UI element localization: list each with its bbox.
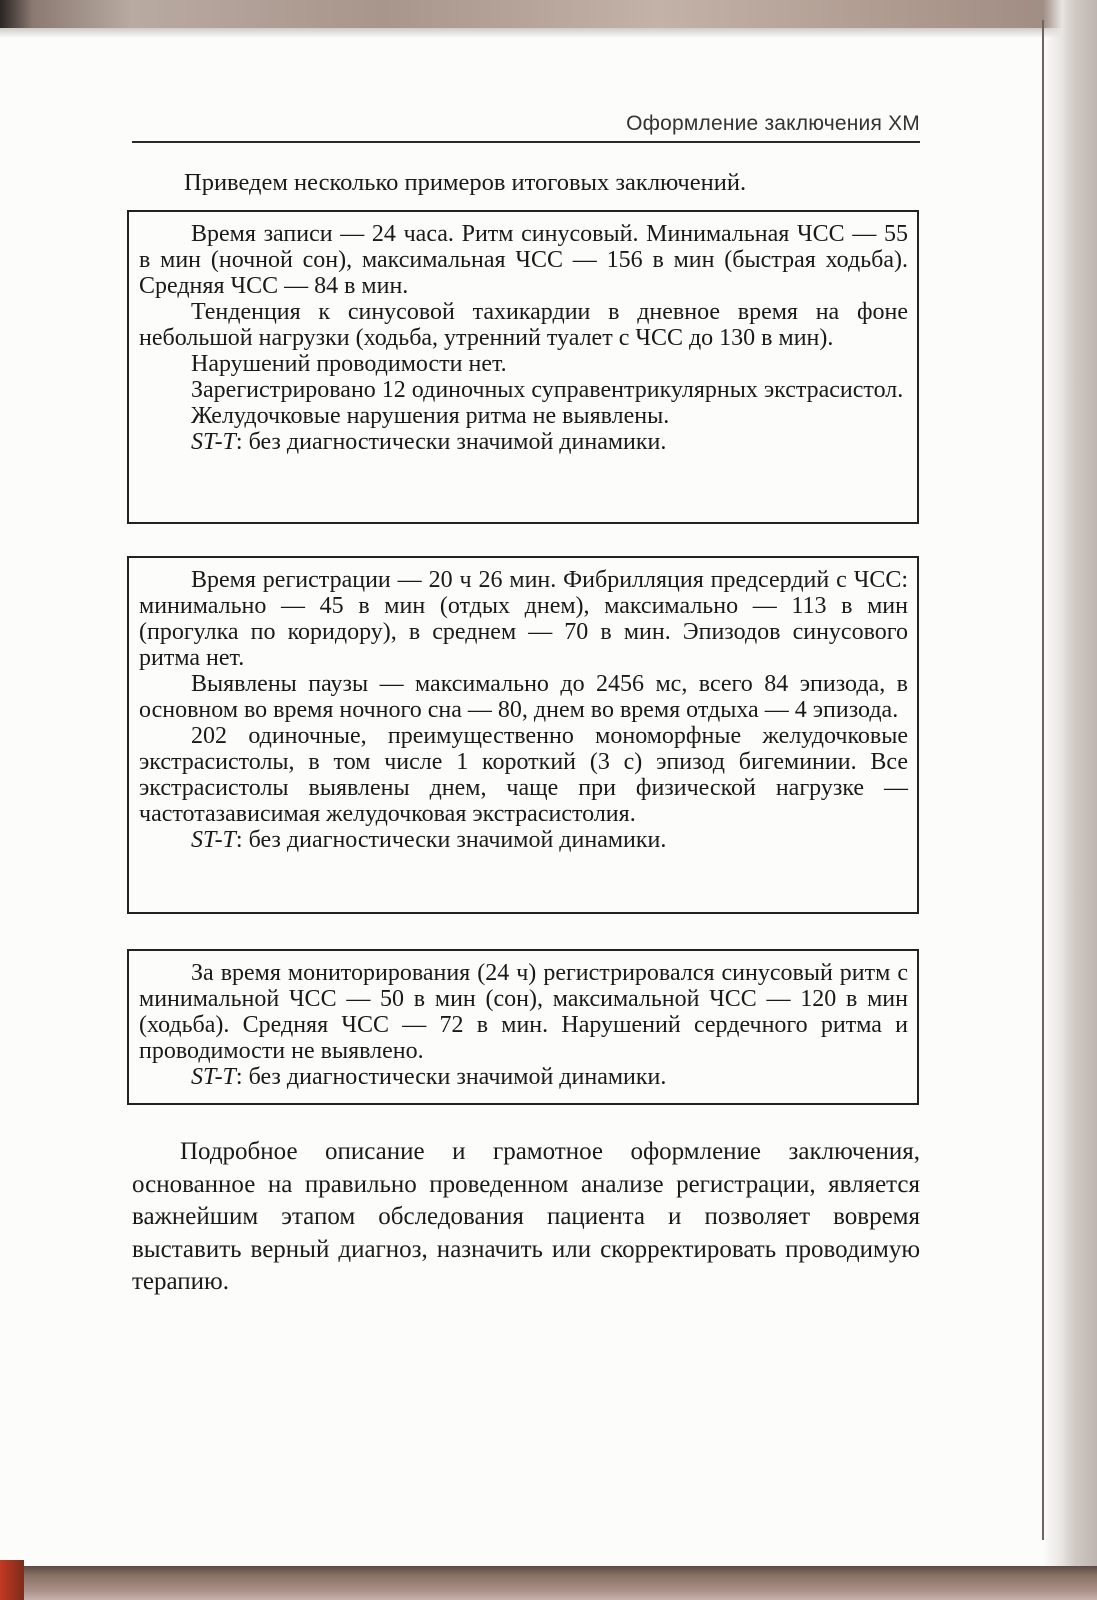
example-2-st-line bbox=[139, 827, 908, 853]
example-1-paragraph-5: Желудочковые нарушения ритма не выявлены. bbox=[191, 403, 670, 429]
st-t-text: : без диагностически значимой динамики. bbox=[235, 429, 667, 455]
conclusion-paragraph: Подробное описание и грамотное оформление заключения, основанное на правильно проведенном анализе регистрации, является важнейшим этапом обследования пациента и позволяет вовремя выставить верный диагноз, назначить или скорректировать проводимую терапию. bbox=[132, 1138, 920, 1295]
example-1-paragraph-4: Зарегистрировано 12 одиночных суправентрикулярных экстрасистол. bbox=[191, 377, 904, 403]
example-box-3 bbox=[127, 949, 919, 1105]
example-1-st-line bbox=[139, 429, 908, 455]
example-box-2 bbox=[127, 556, 919, 914]
header-rule bbox=[132, 141, 920, 143]
example-1-paragraph-1: Время записи — 24 часа. Ритм синусовый. Минимальная ЧСС — 55 в мин (ночной сон), максимальная ЧСС — 156 в мин (быстрая ходьба). Средняя ЧСС — 84 в мин. bbox=[139, 221, 908, 299]
st-t-text: : без диагностически значимой динамики. bbox=[235, 827, 667, 853]
example-1-paragraph-3: Нарушений проводимости нет. bbox=[191, 351, 507, 377]
scan-bottom-edge bbox=[0, 1566, 1097, 1600]
example-3-st-line bbox=[139, 1064, 908, 1090]
st-t-text: : без диагностически значимой динамики. bbox=[235, 1064, 667, 1090]
st-t-label: ST-T bbox=[191, 827, 236, 853]
scan-top-edge bbox=[0, 0, 1097, 28]
example-2-paragraph-2: Выявлены паузы — максимально до 2456 мс, всего 84 эпизода, в основном во время ночного сна — 80, днем во время отдыха — 4 эпизода. bbox=[139, 671, 908, 723]
intro-sentence: Приведем несколько примеров итоговых заключений. bbox=[184, 169, 747, 196]
st-t-label: ST-T bbox=[191, 429, 236, 455]
example-2-paragraph-1: Время регистрации — 20 ч 26 мин. Фибрилляция предсердий с ЧСС: минимально — 45 в мин (отдых днем), максимально — 113 в мин (прогулка по коридору), в среднем — 70 в мин. Эпизодов синусового ритма нет. bbox=[139, 567, 908, 671]
example-2-paragraph-3: 202 одиночные, преимущественно мономорфные желудочковые экстрасистолы, в том числе 1 короткий (3 с) эпизод бигеминии. Все экстрасистолы выявлены днем, чаще при физической нагрузке — частотазависимая желудочковая экстрасистолия. bbox=[139, 723, 908, 827]
st-t-label: ST-T bbox=[191, 1064, 236, 1090]
running-header: Оформление заключения ХМ bbox=[626, 112, 920, 135]
scan-bottom-mark bbox=[0, 1560, 24, 1600]
scan-fold-line bbox=[1042, 20, 1044, 1540]
example-3-paragraph-1: За время мониторирования (24 ч) регистрировался синусовый ритм с минимальной ЧСС — 50 в мин (сон), максимальной ЧСС — 120 в мин (ходьба). Средняя ЧСС — 72 в мин. Нарушений сердечного ритма и проводимости не выявлено. bbox=[139, 960, 908, 1064]
example-box-1 bbox=[127, 210, 919, 524]
scan-top-shadow bbox=[0, 28, 1097, 38]
example-1-paragraph-2: Тенденция к синусовой тахикардии в дневное время на фоне небольшой нагрузки (ходьба, утренний туалет с ЧСС до 130 в мин). bbox=[139, 299, 908, 351]
scan-right-edge bbox=[1043, 0, 1097, 1600]
